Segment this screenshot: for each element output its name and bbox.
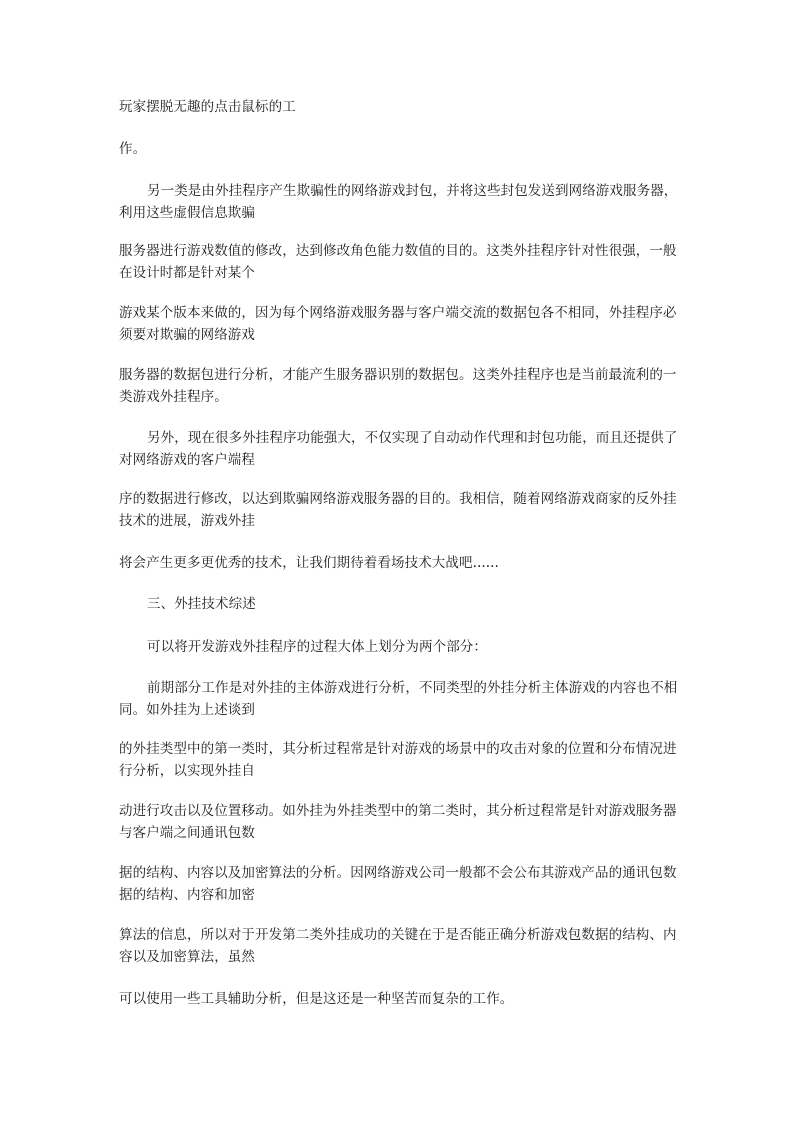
paragraph-1: 玩家摆脱无趣的点击鼠标的工 (119, 99, 296, 115)
paragraph-10: 可以将开发游戏外挂程序的过程大体上划分为两个部分： (147, 639, 487, 655)
paragraph-2: 作。 (119, 141, 147, 157)
paragraph-3: 另一类是由外挂程序产生欺骗性的网络游戏封包，并将这些封包发送到网络游戏服务器，利用这些虚假信息欺骗 (119, 183, 678, 221)
paragraph-14: 据的结构、内容以及加密算法的分析。因网络游戏公司一般都不会公布其游戏产品的通讯包数据的结构、内容和加密 (119, 865, 677, 903)
paragraph-4: 服务器进行游戏数值的修改，达到修改角色能力数值的目的。这类外挂程序针对性很强，一般在设计时都是针对某个 (119, 243, 677, 281)
paragraph-15: 算法的信息，所以对于开发第二类外挂成功的关键在于是否能正确分析游戏包数据的结构、内容以及加密算法，虽然 (119, 927, 677, 965)
paragraph-11: 前期部分工作是对外挂的主体游戏进行分析，不同类型的外挂分析主体游戏的内容也不相同。如外挂为上述谈到 (119, 680, 678, 718)
paragraph-12: 的外挂类型中的第一类时，其分析过程常是针对游戏的场景中的攻击对象的位置和分布情况进行分析，以实现外挂自 (119, 741, 677, 779)
paragraph-5: 游戏某个版本来做的，因为每个网络游戏服务器与客户端交流的数据包各不相同，外挂程序必须要对欺骗的网络游戏 (119, 305, 677, 343)
paragraph-8: 序的数据进行修改，以达到欺骗网络游戏服务器的目的。我相信，随着网络游戏商家的反外挂技术的进展，游戏外挂 (119, 491, 677, 529)
paragraph-6: 服务器的数据包进行分析，才能产生服务器识别的数据包。这类外挂程序也是当前最流利的一类游戏外挂程序。 (119, 367, 677, 405)
paragraph-13: 动进行攻击以及位置移动。如外挂为外挂类型中的第二类时，其分析过程常是针对游戏服务器与客户端之间通讯包数 (119, 803, 677, 841)
section-heading: 三、外挂技术综述 (147, 596, 256, 612)
paragraph-16: 可以使用一些工具辅助分析，但是这还是一种坚苦而复杂的工作。 (119, 991, 514, 1007)
paragraph-7: 另外，现在很多外挂程序功能强大，不仅实现了自动动作代理和封包功能，而且还提供了对网络游戏的客户端程 (119, 430, 678, 468)
paragraph-9: 将会产生更多更优秀的技术，让我们期待着看场技术大战吧...... (119, 555, 499, 571)
